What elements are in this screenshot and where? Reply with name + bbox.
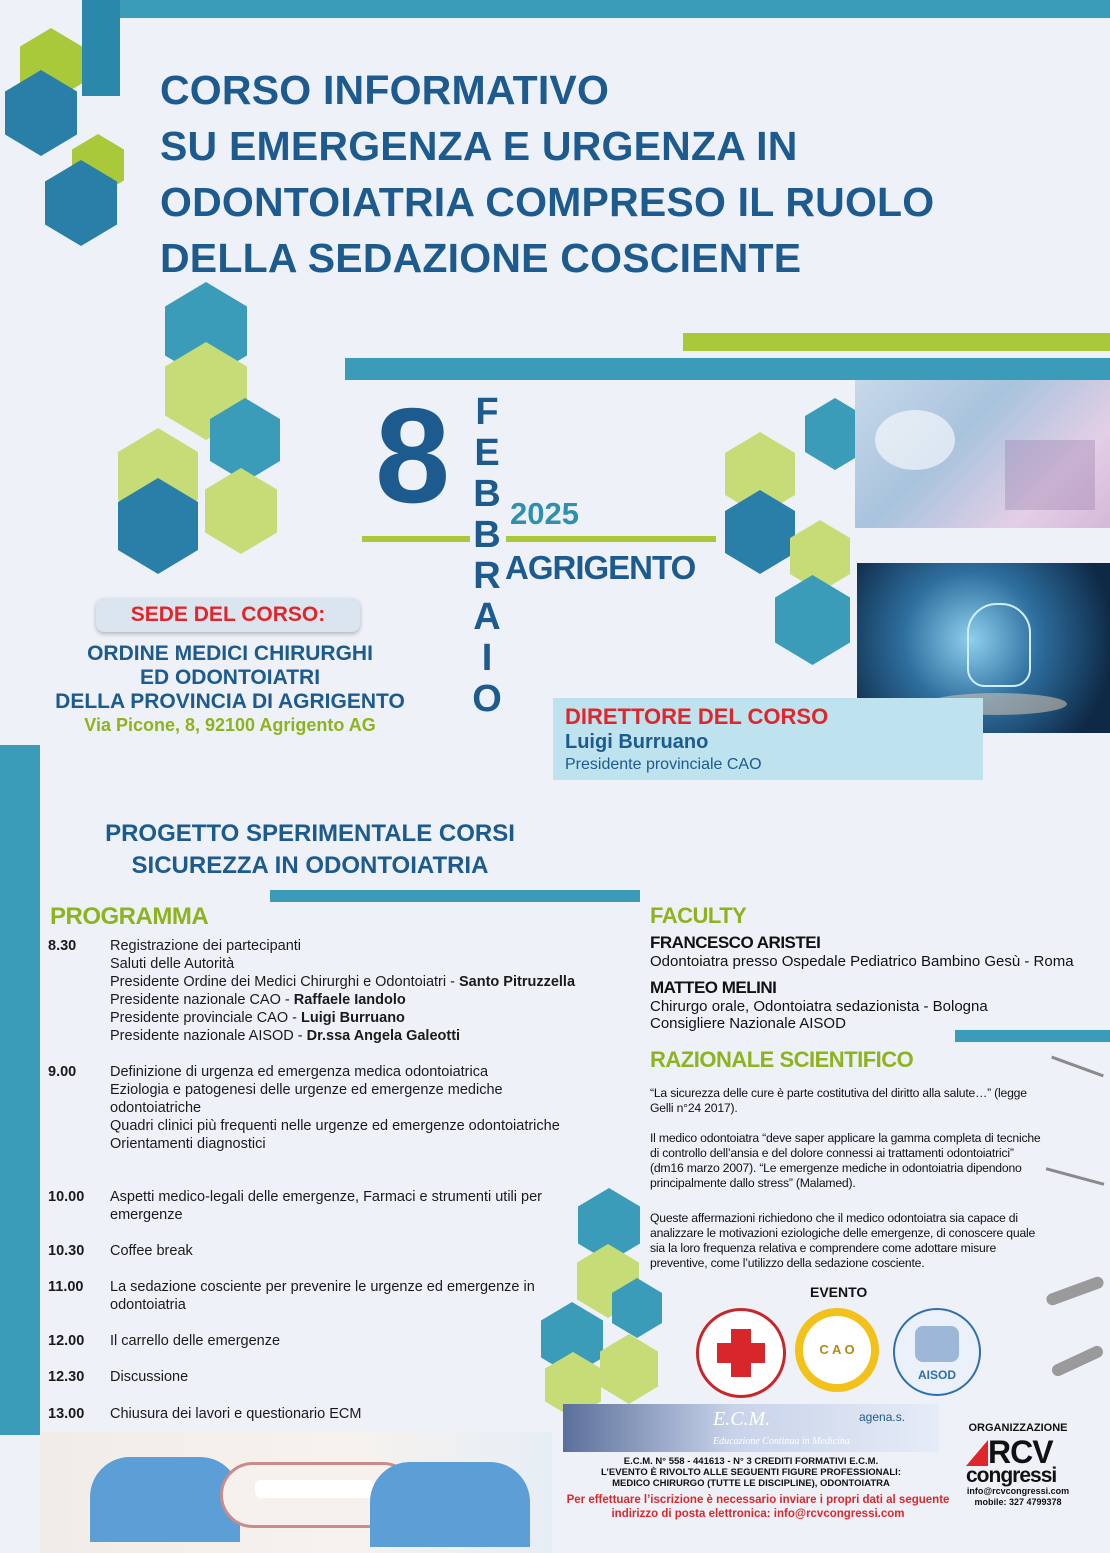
faculty-member xyxy=(650,978,1090,1032)
ecm-line: MEDICO CHIRURGO (TUTTE LE DISCIPLINE), ODONTOIATRA xyxy=(612,1478,890,1489)
ecm-info xyxy=(563,1456,939,1489)
speaker-name: Luigi Burruano xyxy=(301,1010,405,1026)
bar-under-progetto xyxy=(270,890,640,902)
program-item: Definizione di urgenza ed emergenza medica odontoiatrica xyxy=(110,1064,489,1080)
program-item: Aspetti medico-legali delle emergenze, Farmaci e strumenti utili per emergenze xyxy=(110,1189,542,1223)
iscrizione-line: indirizzo di posta elettronica: info@rcvcongressi.com xyxy=(611,1508,905,1520)
month-letter: F xyxy=(475,391,499,433)
teal-bar-mid xyxy=(345,358,1110,380)
faculty-desc: Chirurgo orale, Odontoiatra sedazionista - Bologna xyxy=(650,998,988,1015)
speaker-role: Presidente provinciale CAO - xyxy=(110,1010,301,1026)
program-item: Discussione xyxy=(110,1369,189,1385)
evento-label: EVENTO xyxy=(810,1284,868,1300)
event-day: 8 xyxy=(375,380,451,531)
program-time: 8.30 xyxy=(48,938,77,954)
contact-email: info@rcvcongressi.com xyxy=(966,1486,1070,1496)
title-line: ODONTOIATRIA COMPRESO IL RUOLO xyxy=(160,179,935,225)
speaker-role: Presidente nazionale CAO - xyxy=(110,992,294,1008)
title-line: SU EMERGENZA E URGENZA IN xyxy=(160,123,798,169)
month-letter: R xyxy=(473,555,501,597)
congressi-brand: congressi xyxy=(966,1464,1057,1487)
program-item: Orientamenti diagnostici xyxy=(110,1136,266,1152)
ordine-medici-logo xyxy=(696,1308,786,1398)
dental-clinic-photo xyxy=(855,380,1110,528)
agenas-logo: agena.s. xyxy=(859,1410,906,1424)
venue-line: ED ODONTOIATRI xyxy=(139,666,321,689)
faculty-desc: Odontoiatra presso Ospedale Pediatrico Bambino Gesù - Roma xyxy=(650,953,1074,970)
month-letter: O xyxy=(472,678,502,720)
rcv-mark-icon xyxy=(966,1440,988,1466)
venue-line: DELLA PROVINCIA DI AGRIGENTO xyxy=(55,690,405,713)
project-line: SICUREZZA IN ODONTOIATRIA xyxy=(131,852,489,879)
event-city: AGRIGENTO xyxy=(505,549,696,586)
left-top-bar xyxy=(82,0,120,96)
programma-heading: PROGRAMMA xyxy=(50,903,209,930)
dental-instruments-decoration xyxy=(1040,1055,1110,1405)
program-item: Coffee break xyxy=(110,1243,193,1259)
venue-label: SEDE DEL CORSO: xyxy=(96,598,360,632)
title-line: CORSO INFORMATIVO xyxy=(160,67,610,113)
program-item: Chiusura dei lavori e questionario ECM xyxy=(110,1406,362,1422)
hexagon-decoration xyxy=(775,575,850,665)
project-title xyxy=(40,818,580,882)
program-time: 10.30 xyxy=(48,1243,85,1259)
date-line-left xyxy=(362,536,470,542)
program-item: La sedazione cosciente per prevenire le urgenze ed emergenze in odontoiatria xyxy=(110,1279,535,1313)
rcv-brand: RCV xyxy=(988,1434,1053,1470)
razionale-heading: RAZIONALE SCIENTIFICO xyxy=(650,1047,914,1072)
program-time: 9.00 xyxy=(48,1064,77,1080)
program-time: 12.00 xyxy=(48,1333,85,1349)
program-speaker xyxy=(110,1009,610,1027)
cao-logo-text: C A O xyxy=(819,1342,855,1357)
razionale-paragraph: “La sicurezza delle cure è parte costitutiva del diritto alla salute…” (legge Gelli n°24 2017). xyxy=(650,1086,1027,1115)
director-role: Presidente provinciale CAO xyxy=(565,756,762,773)
hexagon-decoration xyxy=(725,490,795,574)
program-time: 11.00 xyxy=(48,1279,84,1295)
cao-logo xyxy=(795,1308,879,1392)
top-bar xyxy=(120,0,1110,18)
program-speaker xyxy=(110,991,610,1009)
faculty-member xyxy=(650,933,1090,970)
program-item: Quadri clinici più frequenti nelle urgenze ed emergenze odontoiatriche xyxy=(110,1118,560,1134)
program-item: Saluti delle Autorità xyxy=(110,956,235,972)
organizzazione-label: ORGANIZZAZIONE xyxy=(968,1422,1068,1434)
razionale-paragraph: Il medico odontoiatra “deve saper applicare la gamma completa di tecniche di controllo dell’ansia e del dolore connessi ai trattamenti odontoiatrici” (dm16 marzo 2007). “Le emergenze mediche in odontoiatria dipendono principalmente dallo stress” (Malamed). xyxy=(650,1131,1041,1190)
director-label: DIRETTORE DEL CORSO xyxy=(565,704,829,729)
aisod-logo xyxy=(893,1308,981,1396)
faculty-name: FRANCESCO ARISTEI xyxy=(650,933,821,952)
ecm-line: L’EVENTO È RIVOLTO ALLE SEGUENTI FIGURE PROFESSIONALI: xyxy=(601,1467,901,1478)
rcv-congressi-logo xyxy=(966,1434,1072,1487)
month-letter: I xyxy=(481,637,493,679)
organizzazione-contacts xyxy=(958,1486,1078,1508)
director-name: Luigi Burruano xyxy=(565,731,709,753)
faculty-name: MATTEO MELINI xyxy=(650,978,777,997)
ecm-line: E.C.M. N° 558 - 441613 - N° 3 CREDITI FORMATIVI E.C.M. xyxy=(623,1456,879,1467)
title-line: DELLA SEDAZIONE COSCIENTE xyxy=(160,235,802,281)
speaker-role: Presidente Ordine dei Medici Chirurghi e Odontoiatri - xyxy=(110,974,459,990)
event-year: 2025 xyxy=(510,496,579,531)
month-letter: A xyxy=(473,596,501,638)
hexagon-decoration xyxy=(205,468,277,554)
ecm-subtitle: Educazione Continua in Medicina xyxy=(713,1436,850,1447)
left-vertical-bar xyxy=(0,745,40,1435)
speaker-name: Raffaele Iandolo xyxy=(293,992,406,1008)
ecm-banner xyxy=(563,1404,939,1452)
program-item: Eziologia e patogenesi delle urgenze ed emergenze mediche odontoiatriche xyxy=(110,1082,503,1116)
event-month-vertical xyxy=(470,392,504,720)
razionale-paragraph: Queste affermazioni richiedono che il medico odontoiatra sia capace di analizzare le motivazioni eziologiche delle emergenze, di conoscere quale sia la loro frequenza relativa e comprendere come adottare misure preventive, come l’utilizzo della sedazione cosciente. xyxy=(650,1211,1036,1270)
green-bar-right xyxy=(683,333,1110,351)
program-items xyxy=(110,937,610,1045)
ecm-title: E.C.M. xyxy=(713,1408,771,1430)
month-letter: B xyxy=(473,514,501,556)
month-letter: B xyxy=(473,473,501,515)
date-line-right xyxy=(506,536,716,542)
venue-line: ORDINE MEDICI CHIRURGHI xyxy=(87,642,373,665)
program-row xyxy=(48,937,588,1047)
program-time: 10.00 xyxy=(48,1189,85,1205)
program-time: 12.30 xyxy=(48,1369,85,1385)
program-items xyxy=(110,1063,570,1153)
venue-address: Via Picone, 8, 92100 Agrigento AG xyxy=(84,715,376,735)
month-letter: E xyxy=(474,432,500,474)
project-line: PROGETTO SPERIMENTALE CORSI xyxy=(105,820,515,847)
venue-name xyxy=(20,642,440,714)
iscrizione-info xyxy=(553,1493,963,1521)
aisod-logo-text: AISOD xyxy=(917,1368,956,1382)
speaker-role: Presidente nazionale AISOD - xyxy=(110,1028,307,1044)
program-item: Il carrello delle emergenze xyxy=(110,1333,281,1349)
speaker-name: Dr.ssa Angela Galeotti xyxy=(306,1028,461,1044)
program-speaker xyxy=(110,1027,610,1045)
tooth-icon xyxy=(967,603,1031,687)
course-title xyxy=(160,62,934,286)
program-speaker xyxy=(110,973,610,991)
faculty-desc: Consigliere Nazionale AISOD xyxy=(650,1015,846,1032)
program-item: Registrazione dei partecipanti xyxy=(110,938,302,954)
faculty-heading: FACULTY xyxy=(650,903,747,928)
program-time: 13.00 xyxy=(48,1406,85,1422)
contact-mobile: mobile: 327 4799378 xyxy=(974,1497,1062,1507)
iscrizione-line: Per effettuare l’iscrizione è necessario inviare i propri dati al seguente xyxy=(566,1494,950,1506)
speaker-name: Santo Pitruzzella xyxy=(458,974,576,990)
smile-dentist-photo xyxy=(40,1432,552,1553)
